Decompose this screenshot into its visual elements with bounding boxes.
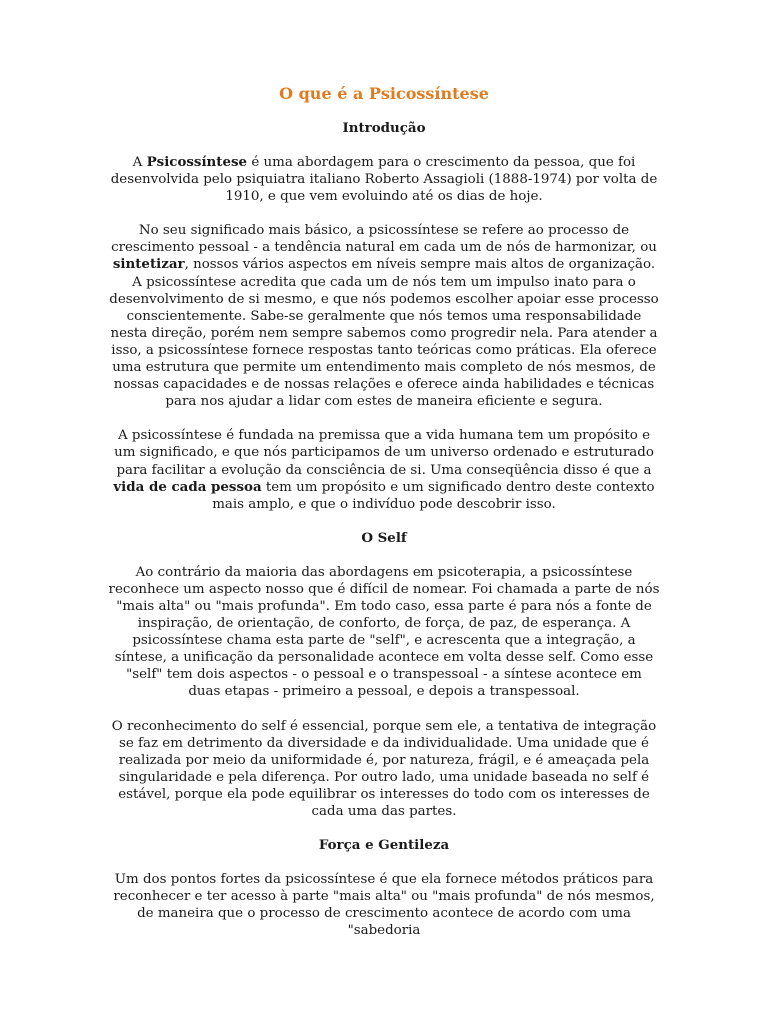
text-run: , nossos vários aspectos em níveis sempre mais altos de organização. A psicossíntese acredita que cada um de nós tem um impulso inato para o desenvolvimento de si mesmo, e que nós podemos escolher apoiar esse processo conscientemente. Sabe-se geralmente que nós temos uma responsabilidade nesta direção, porém nem sempre sabemos como progredir nela. Para atender a isso, a psicossíntese fornece respostas tanto teóricas como práticas. Ela oferece uma estrutura que permite um entendimento mais completo de nós mesmos, de nossas capacidades e de nossas relações e oferece ainda habilidades e técnicas para nos ajudar a lidar com estes de maneira eficiente e segura. bbox=[109, 257, 659, 410]
text-run: A bbox=[132, 155, 147, 170]
text-run: é uma abordagem para o crescimento da pessoa, que foi desenvolvida pelo psiquiatra italiano Roberto Assagioli (1888-1974) por volta de 1910, e que vem evoluindo até os dias de hoje. bbox=[110, 155, 658, 205]
self-paragraph-1: Ao contrário da maioria das abordagens em psicoterapia, a psicossíntese reconhece um aspecto nosso que é difícil de nomear. Foi chamada a parte de nós "mais alta" ou "mais profunda". Em todo caso, essa parte é para nós a fonte de inspiração, de orientação, de conforto, de força, de paz, de esperança. A psicossíntese chama esta parte de "self", e acrescenta que a integração, a síntese, a unificação da personalidade acontece em volta desse self. Como esse "self" tem dois aspectos - o pessoal e o transpessoal - a síntese acontece em duas etapas - primeiro a pessoal, e depois a transpessoal. bbox=[108, 564, 660, 700]
text-run: A psicossíntese é fundada na premissa que a vida humana tem um propósito e um significado, e que nós participamos de um universo ordenado e estruturado para facilitar a evolução da consciência de si. Uma conseqüência disso é que a bbox=[114, 428, 654, 478]
intro-paragraph-2 bbox=[108, 222, 660, 410]
self-paragraph-2: O reconhecimento do self é essencial, porque sem ele, a tentativa de integração se faz em detrimento da diversidade e da individualidade. Uma unidade que é realizada por meio da uniformidade é, por natureza, frágil, e é ameaçada pela singularidade e pela diferença. Por outro lado, uma unidade baseada no self é estável, porque ela pode equilibrar os interesses do todo com os interesses de cada uma das partes. bbox=[111, 718, 657, 819]
document-page bbox=[108, 84, 660, 956]
section-heading-o-self: O Self bbox=[361, 529, 407, 546]
page-title: O que é a Psicossíntese bbox=[279, 84, 489, 103]
text-run: tem um propósito e um significado dentro deste contexto mais amplo, e que o indivíduo pode descobrir isso. bbox=[212, 479, 655, 512]
text-run: No seu significado mais básico, a psicossíntese se refere ao processo de crescimento pessoal - a tendência natural em cada um de nós de harmonizar, ou bbox=[111, 223, 657, 256]
intro-paragraph-3 bbox=[108, 427, 660, 512]
bold-term-vida-de-cada-pessoa: vida de cada pessoa bbox=[113, 478, 262, 495]
section-heading-introducao: Introdução bbox=[342, 120, 426, 136]
forca-paragraph-1: Um dos pontos fortes da psicossíntese é que ela fornece métodos práticos para reconhecer e ter acesso à parte "mais alta" ou "mais profunda" de nós mesmos, de maneira que o processo de crescimento acontece de acordo com uma "sabedoria bbox=[113, 872, 655, 939]
section-heading-forca-e-gentileza: Força e Gentileza bbox=[318, 837, 450, 854]
bold-term-sintetizar: sintetizar bbox=[112, 256, 185, 273]
intro-paragraph-1 bbox=[108, 154, 660, 205]
bold-term-psicossintese: Psicossíntese bbox=[146, 154, 248, 170]
